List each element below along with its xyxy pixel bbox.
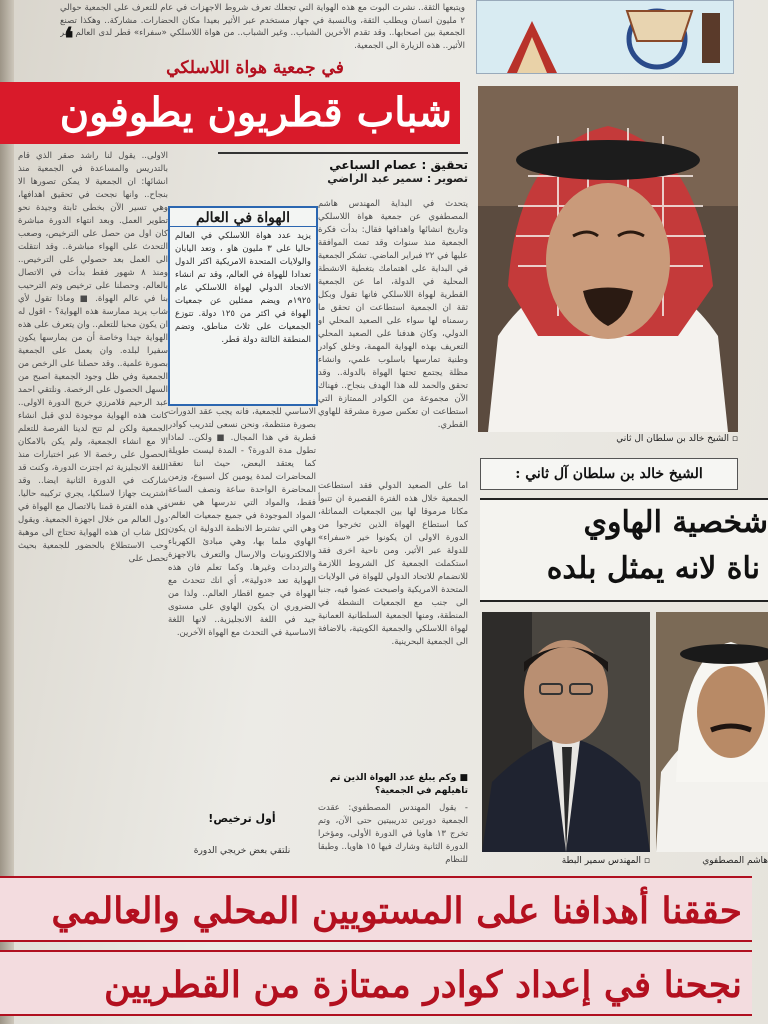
center-left-column: الاساسي للجمعية، فانه يجب عقد الدورات بصورة منتظمة، ونحن نسعى لتدريب كوادر قطرية في هذا المجال. ■ ولكن.. لماذا تطول مدة الدورة؟ - المدة ليست طويلة كما يعتقد البعض، حيث اننا نعقد المحاضرات لمدة يومين كل اسبوع، وزمن المحاضرة الواحدة ساعة ونصف الساعة فقط، والمواد التي ندرسها هي نفس المواد الموجودة في جميع جمعيات العالم. وهي التي تشترط الانظمة الدولية ان يكون الهاوي ملما بها، وهي مبادئ الكهرباء والالكترونيات والارسال والتعرف بالاجهزة والترددات وغيرها. وكما تعلم فان هذه الهواية تعد «دولية»، أي انك تتحدث مع الهواة في جميع اقطار العالم.. ولذا من الضروري ان يكون الهاوي على مستوى جيد في اللغة الانجليزية.. لانها اللغة الاساسية في التحدث مع الهواة الآخرين. bbox=[168, 407, 316, 638]
quote-mark-icon: ❛ bbox=[64, 22, 74, 57]
center-answer: - يقول المهندس المصطفوي: عقدت الجمعية دورتين تدريبيتين حتى الآن، وتم تخرج ١٣ هاويا في الدورة الأولى، ومؤخرا الدورة الثانية وشارك فيها ١٥ هاويا.. وطبقا للنظام bbox=[318, 803, 468, 864]
center-column: اما على الصعيد الدولي فقد استطاعت الجمعية خلال هذه الفترة القصيرة ان تتبوأ مكانا مرموقا لها بين الجمعيات المماثلة، كما استطاع الهواة الذين تخرجوا من الدورة الاولى ان يكونوا خير «سفراء» للدولة عبر الأثير. ومن ناحية اخرى فقد استكملت الجمعية كل الشروط اللازمة للانضمام للاتحاد الدولي للهواة في الولايات المتحدة الامريكية واصبحت عضوا فيه، جنبا الى جنب مع الجمعيات النشطة في المنطقة، ومنها الجمعية السلطانية العمانية لهواة اللاسلكي والجمعية الكويتية، بالاضافة الى الجمعية البحرينية. bbox=[318, 481, 468, 647]
caption-text: هاشم المصطفوي bbox=[702, 856, 768, 866]
sidebar-box-title: الهواة في العالم bbox=[170, 210, 316, 227]
emblem-image bbox=[476, 0, 734, 74]
portrait-sheikh bbox=[478, 86, 738, 432]
previous-page-edge bbox=[0, 0, 14, 1024]
caption-marker-icon: ▫ bbox=[641, 856, 650, 866]
byline bbox=[218, 152, 468, 198]
bottom-left-caption bbox=[656, 856, 768, 866]
sidebar-box bbox=[168, 206, 318, 406]
top-photo-caption bbox=[478, 434, 738, 444]
bottom-banner-2: نجحنا في إعداد كوادر ممتازة من القطريين bbox=[0, 950, 752, 1016]
sheikh-khalid-photo bbox=[478, 86, 738, 432]
far-left-column: الاولى.. يقول لنا راشد صقر الذي قام بالتدريس والمساعدة في الجمعية منذ انشائها: ان الجمعية لا يمكن تصورها الا بنجاح.. وانها نجحت في تحقيق اهدافها، وهي تسير الآن بخطى ثابتة وجيدة نحو تطوير العمل. وبعد انتهاء الدورة مباشرة كان اول من حصل على الترخيص، وصعب التحدث على الهواء مباشرة.. وقد انتقلت الى العمل بعد حصولي على الترخيص.. ومنذ ٨ شهور فقط بدأت في الاتصال بالعالم. وحصلنا على ترخيص وتم الترحيب بنا في عالم الهواة. ■ وماذا تقول لأي شاب يريد ممارسة هذه الهواية؟ - اقول له ان يكون محبا للتعلم.. وان يتعرف على هذه الهواية جيدا وخاصة أن من يمارسها يكون سفيرا لبلده. وان يعمل على الجمعية بصورة علمية.. وقد حصلنا على الرخص من الجمعية وفي ظل وجود الجمعية اصبح من السهل الحصول على الرخصة. ونلتقي احمد عبد الرحيم فلامرزي خريج الدورة الاولى.. كانت هذه الهواية موجودة لدي قبل انشاء الجمعية ولكن لم تتح لدينا الفرصة للتعلم الا مع انشاء الجمعية، ولم يكن بالامكان الحصول على رخصة الا عبر اختبارات منذ اللغة الانجليزية ثم اجتزت الدورة، وكنت قد شاركت في الدورة الثانية ايضا.. وقد اشتريت جهازا لاسلكيا، يجري تركيبه حاليا. في هذه الفترة قمنا بالاتصال مع الهواة في دول العالم من خلال اجهزة الجمعية. ويقول لكل شاب ان هذه الهواية تحتاج الى موهبة وحب الاستطلاع بالحضور للجمعية بحيث تحصل على bbox=[18, 151, 168, 564]
quote-box-name: الشيخ خالد بن سلطان آل ثاني : bbox=[480, 458, 738, 490]
hashem-photo bbox=[656, 612, 768, 852]
emblem-graphic bbox=[477, 1, 733, 73]
center-left-subhead: أول ترخيص! bbox=[208, 812, 276, 825]
portrait-samir bbox=[482, 612, 650, 852]
center-question: ■ وكم يبلغ عدد الهواة الذين تم تاهيلهم في الجمعية؟ bbox=[329, 773, 468, 796]
sidebar-box-body: يزيد عدد هواة اللاسلكي في العالم حاليا على ٣ مليون هاو ، وتعد اليابان والولايات المتحدة الامريكية اكثر الدول تعدادا للهواة في العالم، وقد تم انشاء الاتحاد الدولي لهواة اللاسلكي عام ١٩٢٥م ويضم ممثلين عن جمعيات الهواة في اكثر من ١٢٥ دولة. تتوزع الجمعيات على ثلاث مناطق، وتضم المنطقة الثالثة دولة قطر. bbox=[175, 231, 311, 345]
quote-line-2: ناة لانه يمثل بلده bbox=[546, 551, 760, 586]
byline-writer: تحقيق : عصام السباعي bbox=[329, 158, 468, 172]
quote-line-1: شخصية الهاوي bbox=[583, 505, 768, 540]
engineer-samir-photo bbox=[482, 612, 650, 852]
right-column-top: يتحدث في البداية المهندس هاشم المصطفوي عن جمعية هواة اللاسلكي وتاريخ انشائها واهدافها فقال: بدأت فكرة الجمعية منذ سنوات وقد تمت الموافقة عليها في ٢٢ فبراير الماضي. تشكر الجمعية في البداية على اهتمامك بتغطية الانشطة المحلية في الدولة، اما عن الجمعية القطرية لهواة اللاسلكي فانها تقول وبكل ثقة ان الجمعية استطاعت ان تحقق ما رسمناه لها سواء على الصعيد المحلي او الدولي، وكان هدفنا على الصعيد المحلي التعريف بهذه الهواية المهمة، وخلق كوادر وطنية تمارسها باسلوب علمي، وانشاء مظلة يجتمع تحتها الهواة بالدولة.. وقد تحقق والحمد لله هذا الهدف بنجاح.. فهناك الآن مجموعة من الكوادر الممتازة التي استطاعت ان تعكس صورة مشرقة للهاوي القطري. bbox=[318, 199, 468, 430]
main-headline: شباب قطريون يطوفون bbox=[0, 82, 460, 144]
bottom-mid-caption bbox=[482, 856, 650, 866]
quote-box bbox=[480, 498, 768, 602]
byline-photographer: تصوير : سمير عبد الراضي bbox=[327, 172, 468, 185]
caption-marker-icon: ▫ bbox=[729, 434, 738, 444]
caption-text: الشيخ خالد بن سلطان آل ثاني bbox=[616, 434, 730, 444]
top-article-snippet: ويتبعها الثقة.. نشرت البوت مع هذه الهواية التي تجعلك تعرف شروط الاجهزات في عام للتعرف على الجمعية حوالي ٢ مليون انسان ويطلب الثقة، وبالنسبة في جهاز مستخدم عبر الأثير بعيدا مكان الحضارات. مشاركة.. وهكذا تصنع الجمعية بين اصحابها.. وقد تقدم الأخرين الشباب.. وغير الشباب.. من هواة اللاسلكي «سفراء» قطر لدى العالم عبر الأثير.. هذه الزيارة الى الجمعية. bbox=[60, 3, 465, 51]
portrait-hashem bbox=[656, 612, 768, 852]
headline-kicker: في جمعية هواة اللاسلكي bbox=[166, 58, 344, 78]
center-left-end: نلتقي بعض خريجي الدورة bbox=[193, 846, 291, 856]
caption-text: المهندس سمير البطة bbox=[561, 856, 642, 866]
bottom-banner-1: حققنا أهدافنا على المستويين المحلي والعالمي bbox=[0, 876, 752, 942]
